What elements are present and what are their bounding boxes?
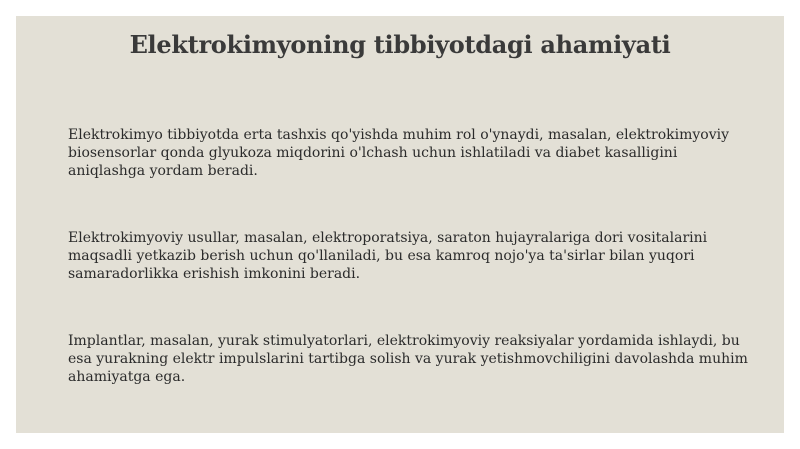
slide-title: Elektrokimyoning tibbiyotdagi ahamiyati [129,30,671,59]
slide [16,16,784,433]
paragraph-3: Implantlar, masalan, yurak stimulyatorlari, elektrokimyoviy reaksiyalar yordamida ishlaydi, bu esa yurakning elektr impulslarini tartibga solish va yurak yetishmovchiligini davolashda muhim ahamiyatga ega. [68,333,748,385]
paragraph-1: Elektrokimyo tibbiyotda erta tashxis qo'yishda muhim rol o'ynaydi, masalan, elektrokimyoviy biosensorlar qonda glyukoza miqdorini o'lchash uchun ishlatiladi va diabet kasalligini aniqlashga yordam beradi. [68,127,730,179]
paragraph-2: Elektrokimyoviy usullar, masalan, elektroporatsiya, saraton hujayralariga dori vositalarini maqsadli yetkazib berish uchun qo'llaniladi, bu esa kamroq nojo'ya ta'sirlar bilan yuqori samaradorlikka erishish imkonini beradi. [68,230,708,282]
